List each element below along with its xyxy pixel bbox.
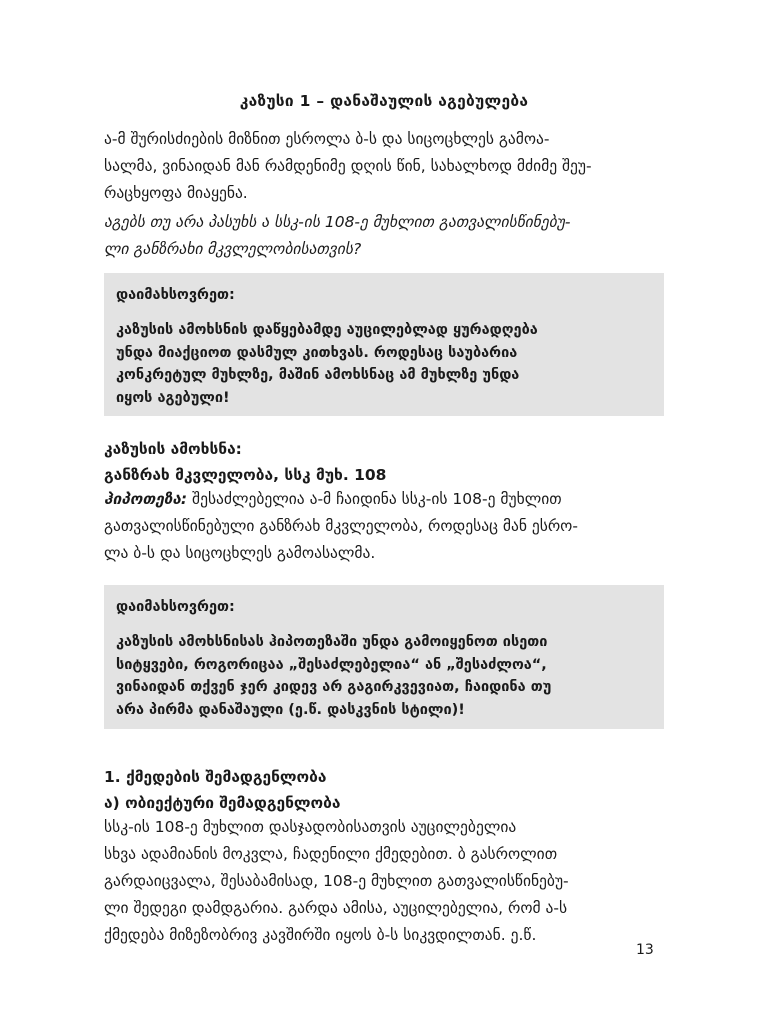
remember-text [116, 631, 654, 721]
page-number: 13 [636, 942, 654, 958]
solution-heading: კაზუსის ამოხსნა: [104, 440, 242, 458]
remember-heading: დაიმახსოვრეთ: [116, 599, 235, 615]
text-line [104, 486, 666, 513]
remember-text [116, 319, 654, 409]
text-line: უნდა მიაქციოთ დასმულ კითხვას. როდესაც საუბარია [116, 344, 518, 361]
article-heading: განზრახ მკვლელობა, სსკ მუხ. 108 [104, 466, 387, 484]
text-line: იყოს აგებული! [116, 389, 230, 406]
text-line: ვინაიდან თქვენ ჯერ კიდევ არ გაგირკვევიათ, ჩაიდინა თუ [116, 679, 552, 695]
section-heading: 1. ქმედების შემადგენლობა [104, 768, 327, 786]
text-line: კაზუსის ამოხსნისას ჰიპოთეზაში უნდა გამოიყენოთ ისეთი [116, 634, 548, 650]
text-line: კაზუსის ამოხსნის დაწყებამდე აუცილებლად ყურადღება [116, 322, 538, 338]
text-line: აგებს თუ არა პასუხს ა სსკ-ის 108-ე მუხლით გათვალისწინებუ- [104, 213, 571, 231]
text-line: ა-მ შურისძიების მიზნით ესროლა ბ-ს და სიცოცხლეს გამოა- [104, 130, 550, 148]
case-title: კაზუსი 1 – დანაშაულის აგებულება [239, 92, 529, 110]
text-line: გარდაიცვალა, შესაბამისად, 108-ე მუხლით გათვალისწინებუ- [104, 872, 569, 890]
text-line: ლა ბ-ს და სიცოცხლეს გამოასალმა. [104, 544, 376, 562]
text-line: სსკ-ის 108-ე მუხლით დასჯადობისათვის აუცილებელია [104, 818, 517, 836]
remember-box-2 [104, 585, 664, 729]
text-line: კონკრეტულ მუხლზე, მაშინ ამოხსნაც ამ მუხლზე უნდა [116, 367, 520, 383]
remember-heading: დაიმახსოვრეთ: [116, 287, 235, 303]
text-line: გათვალისწინებული განზრახ მკვლელობა, როდესაც მან ესრო- [104, 517, 578, 535]
text-line: ქმედება მიზეზობრივ კავშირში იყოს ბ-ს სიკვდილთან. ე.წ. [104, 926, 537, 944]
text-line: სალმა, ვინაიდან მან რამდენიმე დღის წინ, სახალხოდ მძიმე შეუ- [104, 157, 592, 175]
case-question [104, 209, 666, 263]
subsection-heading: ა) ობიექტური შემადგენლობა [104, 794, 341, 812]
hypothesis-label: ჰიპოთეზა: [104, 490, 188, 508]
case-facts-paragraph [104, 126, 666, 207]
text-line: ლი განზრახი მკვლელობისათვის? [104, 240, 362, 258]
body-paragraph [104, 814, 666, 949]
hypothesis-text: შესაძლებელია ა-მ ჩაიდინა სსკ-ის 108-ე მუხლით [187, 490, 562, 508]
text-line: ლი შედეგი დამდგარია. გარდა ამისა, აუცილებელია, რომ ა-ს [104, 899, 568, 917]
text-line: არა პირმა დანაშაული (ე.წ. დასკვნის სტილი)! [116, 701, 465, 718]
text-line: სიტყვები, როგორიცაა „შესაძლებელია“ ან „შესაძლოა“, [116, 656, 547, 673]
text-line: რაცხყოფა მიაყენა. [104, 184, 248, 202]
hypothesis-paragraph [104, 486, 666, 567]
remember-box-1 [104, 273, 664, 416]
text-line: სხვა ადამიანის მოკვლა, ჩადენილი ქმედებით. ბ გასროლით [104, 845, 558, 863]
